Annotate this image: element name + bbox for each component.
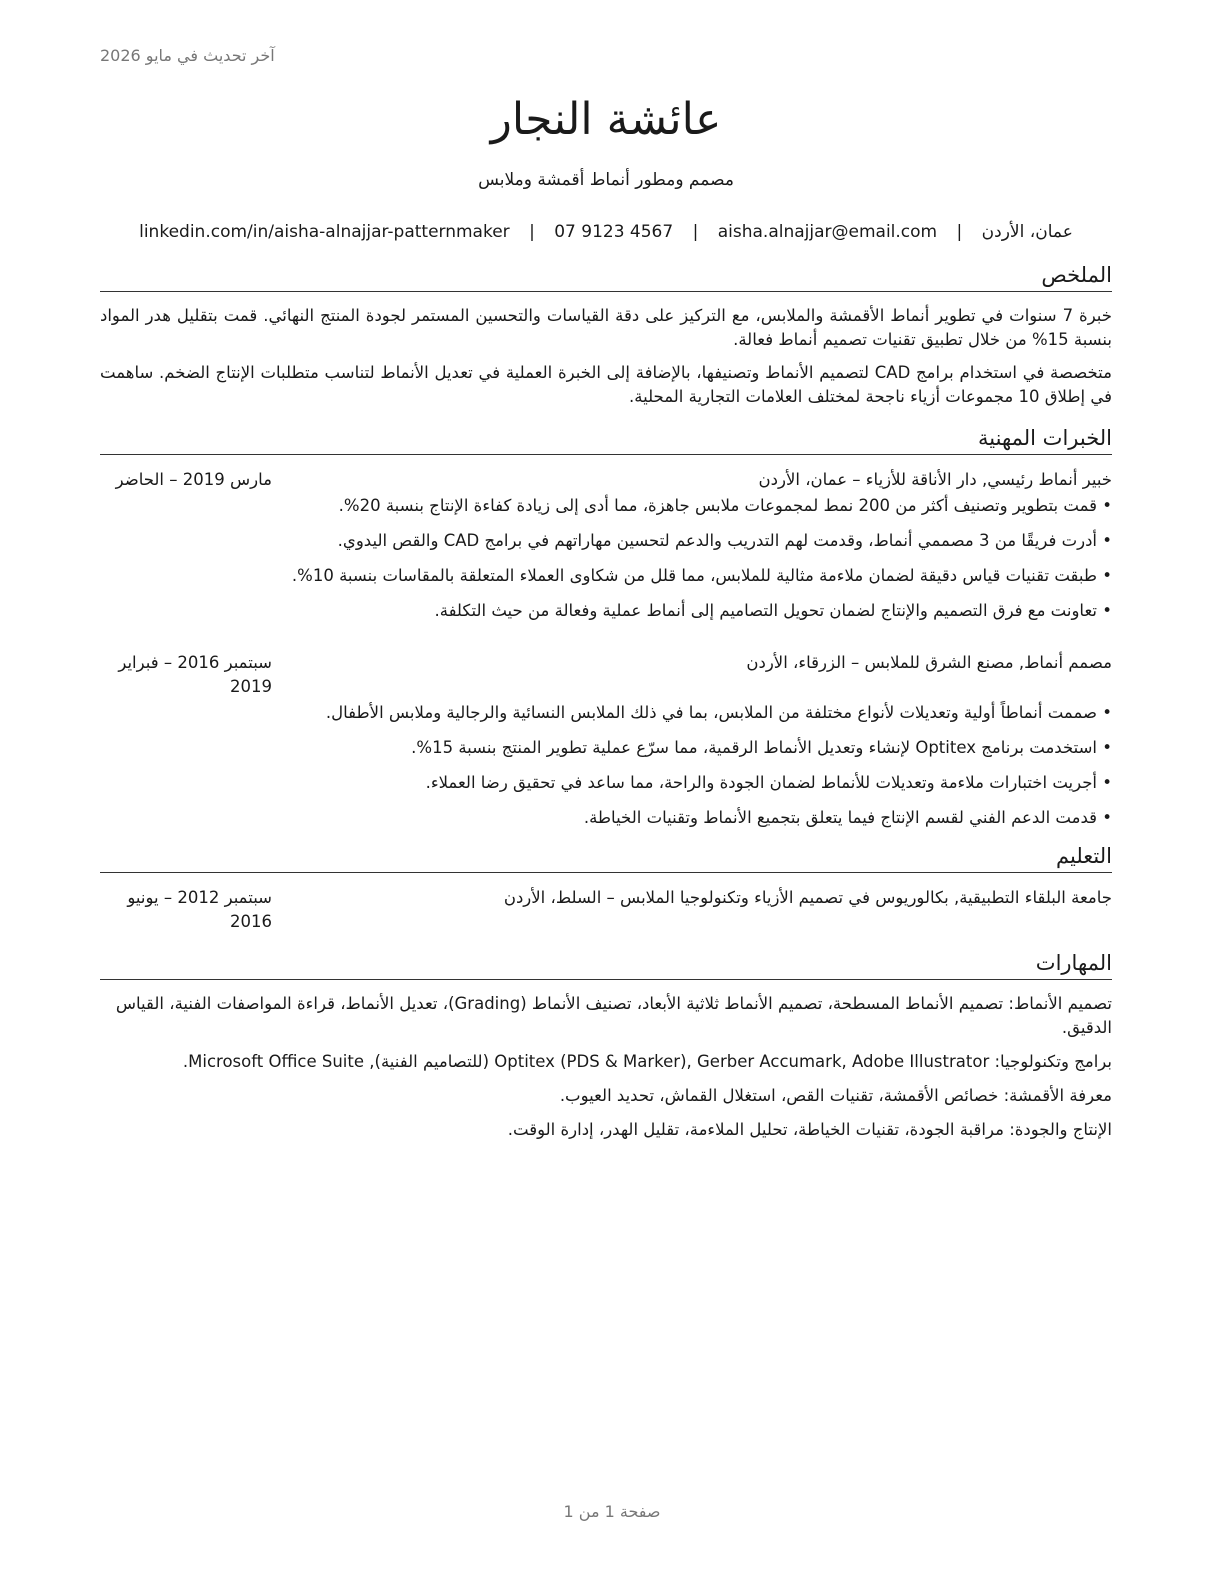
contact-separator: | (529, 222, 535, 242)
contact-separator: | (692, 222, 699, 242)
contact-phone[interactable]: 07 9123 4567 (554, 222, 674, 242)
job-bullet: • قمت بتطوير وتصنيف أكثر من 200 نمط لمجموعات ملابس جاهزة، مما أدى إلى زيادة كفاءة الإنتاج بنسبة 20%. (100, 494, 1112, 518)
skills-heading: المهارات (100, 948, 1112, 980)
job-entry (100, 468, 1112, 623)
summary-paragraph: متخصصة في استخدام برامج CAD لتصميم الأنماط وتصنيفها، بالإضافة إلى الخبرة العملية في تعديل الأنماط لتناسب متطلبات الإنتاج الضخم. ساهمت في إطلاق 10 مجموعات أزياء ناجحة لمختلف العلامات التجارية المحلية. (100, 363, 1112, 406)
contact-email[interactable]: aisha.alnajjar@email.com (717, 222, 938, 242)
job-bullet: • استخدمت برنامج Optitex لإنشاء وتعديل الأنماط الرقمية، مما سرّع عملية تطوير المنتج بنسبة 15%. (100, 736, 1112, 760)
contact-linkedin[interactable]: linkedin.com/in/aisha-alnajjar-patternmaker (139, 222, 510, 242)
skills-section (100, 948, 1112, 1142)
skills-line: معرفة الأقمشة: خصائص الأقمشة، تقنيات القص، استغلال القماش، تحديد العيوب. (559, 1086, 1112, 1105)
job-title-line: مصمم أنماط, مصنع الشرق للملابس – الزرقاء، الأردن (746, 653, 1112, 672)
skills-line: برامج وتكنولوجيا: Optitex (PDS & Marker), Gerber Accumark, Adobe Illustrator (للتصاميم الفنية), Microsoft Office Suite. (182, 1052, 1112, 1071)
experience-section (100, 423, 1112, 830)
education-line: جامعة البلقاء التطبيقية, بكالوريوس في تصميم الأزياء وتكنولوجيا الملابس – السلط، الأردن (503, 888, 1112, 907)
job-title: مصمم ومطور أنماط أقمشة وملابس (478, 170, 734, 190)
job-bullet: • صممت أنماطاً أولية وتعديلات لأنواع مختلفة من الملابس، بما في ذلك الملابس النسائية والرجالية وملابس الأطفال. (100, 701, 1112, 725)
contact-separator: | (956, 222, 963, 242)
education-heading: التعليم (100, 841, 1112, 873)
job-bullet: • قدمت الدعم الفني لقسم الإنتاج فيما يتعلق بتجميع الأنماط وتقنيات الخياطة. (100, 806, 1112, 830)
resume-page (100, 90, 1112, 1142)
contact-line (100, 220, 1112, 244)
skills-line: تصميم الأنماط: تصميم الأنماط المسطحة، تصميم الأنماط ثلاثية الأبعاد، تصنيف الأنماط (Grading)، تعديل الأنماط، قراءة المواصفات الفنية، القياس الدقيق. (115, 994, 1112, 1037)
summary-section (100, 260, 1112, 409)
page-number: صفحة 1 من 1 (563, 1502, 661, 1521)
job-bullets (100, 494, 1112, 623)
last-updated-note: آخر تحديث في مايو 2026 (100, 46, 275, 65)
education-section (100, 841, 1112, 934)
contact-location: عمان، الأردن (981, 222, 1073, 242)
job-dates: مارس 2019 – الحاضر (115, 470, 272, 489)
job-header (100, 468, 1112, 492)
summary-paragraph: خبرة 7 سنوات في تطوير أنماط الأقمشة والملابس، مع التركيز على دقة القياسات والتحسين المستمر لجودة المنتج النهائي. قمت بتقليل هدر المواد بنسبة 15% من خلال تطبيق تقنيات تصميم أنماط فعالة. (100, 306, 1112, 349)
job-bullet: • أدرت فريقًا من 3 مصممي أنماط، وقدمت لهم التدريب والدعم لتحسين مهاراتهم في برامج CAD والقص اليدوي. (100, 529, 1112, 553)
job-entry (100, 651, 1112, 830)
job-dates: سبتمبر 2016 – فبراير 2019 (118, 653, 272, 696)
job-header (100, 651, 1112, 699)
job-bullet: • أجريت اختبارات ملاءمة وتعديلات للأنماط لضمان الجودة والراحة، مما ساعد في تحقيق رضا العملاء. (100, 771, 1112, 795)
education-dates: سبتمبر 2012 – يونيو 2016 (127, 888, 272, 931)
job-bullet: • طبقت تقنيات قياس دقيقة لضمان ملاءمة مثالية للملابس، مما قلل من شكاوى العملاء المتعلقة بالمقاسات بنسبة 10%. (100, 564, 1112, 588)
education-entry (100, 886, 1112, 934)
summary-heading: الملخص (100, 260, 1112, 292)
job-bullet: • تعاونت مع فرق التصميم والإنتاج لضمان تحويل التصاميم إلى أنماط عملية وفعالة من حيث التكلفة. (100, 599, 1112, 623)
experience-heading: الخبرات المهنية (100, 423, 1112, 455)
candidate-name: عائشة النجار (490, 94, 722, 145)
skills-line: الإنتاج والجودة: مراقبة الجودة، تقنيات الخياطة، تحليل الملاءمة، تقليل الهدر، إدارة الوقت. (507, 1120, 1112, 1139)
job-bullets (100, 701, 1112, 830)
job-title-line: خبير أنماط رئيسي, دار الأناقة للأزياء – عمان، الأردن (758, 470, 1112, 489)
